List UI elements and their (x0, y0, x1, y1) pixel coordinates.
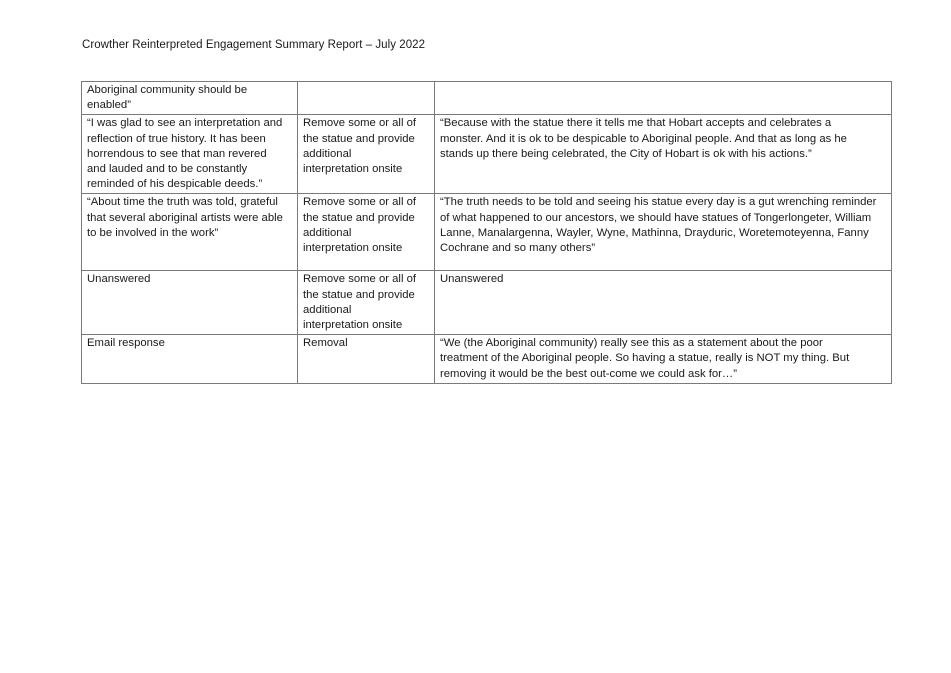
table-row (82, 115, 892, 194)
preference-cell: Remove some or all of the statue and provide additional interpretation onsite (298, 115, 435, 194)
quote-cell: “Because with the statue there it tells me that Hobart accepts and celebrates a monster. And it is ok to be despicable to Aboriginal people. And that as long as he stands up there being celebrated, the City of Hobart is ok with his actions.” (435, 115, 892, 194)
preference-cell: Remove some or all of the statue and provide additional interpretation onsite (298, 271, 435, 335)
quote-cell: “The truth needs to be told and seeing his statue every day is a gut wrenching reminder of what happened to our ancestors, we should have statues of Tongerlongeter, William Lanne, Manalargenna, Wayler, Wyne, Mathinna, Drayduric, Woretemoteyenna, Fanny Cochrane and so many others” (435, 194, 892, 271)
quote-cell (435, 82, 892, 115)
comment-cell: “I was glad to see an interpretation and reflection of true history. It has been horrendous to see that man revered and lauded and to be constantly reminded of his despicable deeds.” (82, 115, 298, 194)
quote-cell: “We (the Aboriginal community) really see this as a statement about the poor treatment of the Aboriginal people. So having a statue, really is NOT my thing. But removing it would be the best out-come we could ask for…” (435, 335, 892, 384)
preference-cell: Remove some or all of the statue and provide additional interpretation onsite (298, 194, 435, 271)
comment-cell: Unanswered (82, 271, 298, 335)
preference-cell (298, 82, 435, 115)
table-row (82, 335, 892, 384)
preference-cell: Removal (298, 335, 435, 384)
page-title: Crowther Reinterpreted Engagement Summary Report – July 2022 (82, 39, 426, 51)
comment-cell: Email response (82, 335, 298, 384)
quote-cell: Unanswered (435, 271, 892, 335)
table-row (82, 194, 892, 271)
responses-table (81, 81, 892, 384)
table-row (82, 82, 892, 115)
comment-cell: “About time the truth was told, grateful that several aboriginal artists were able to be involved in the work” (82, 194, 298, 271)
table-row (82, 271, 892, 335)
comment-cell: Aboriginal community should be enabled” (82, 82, 298, 115)
